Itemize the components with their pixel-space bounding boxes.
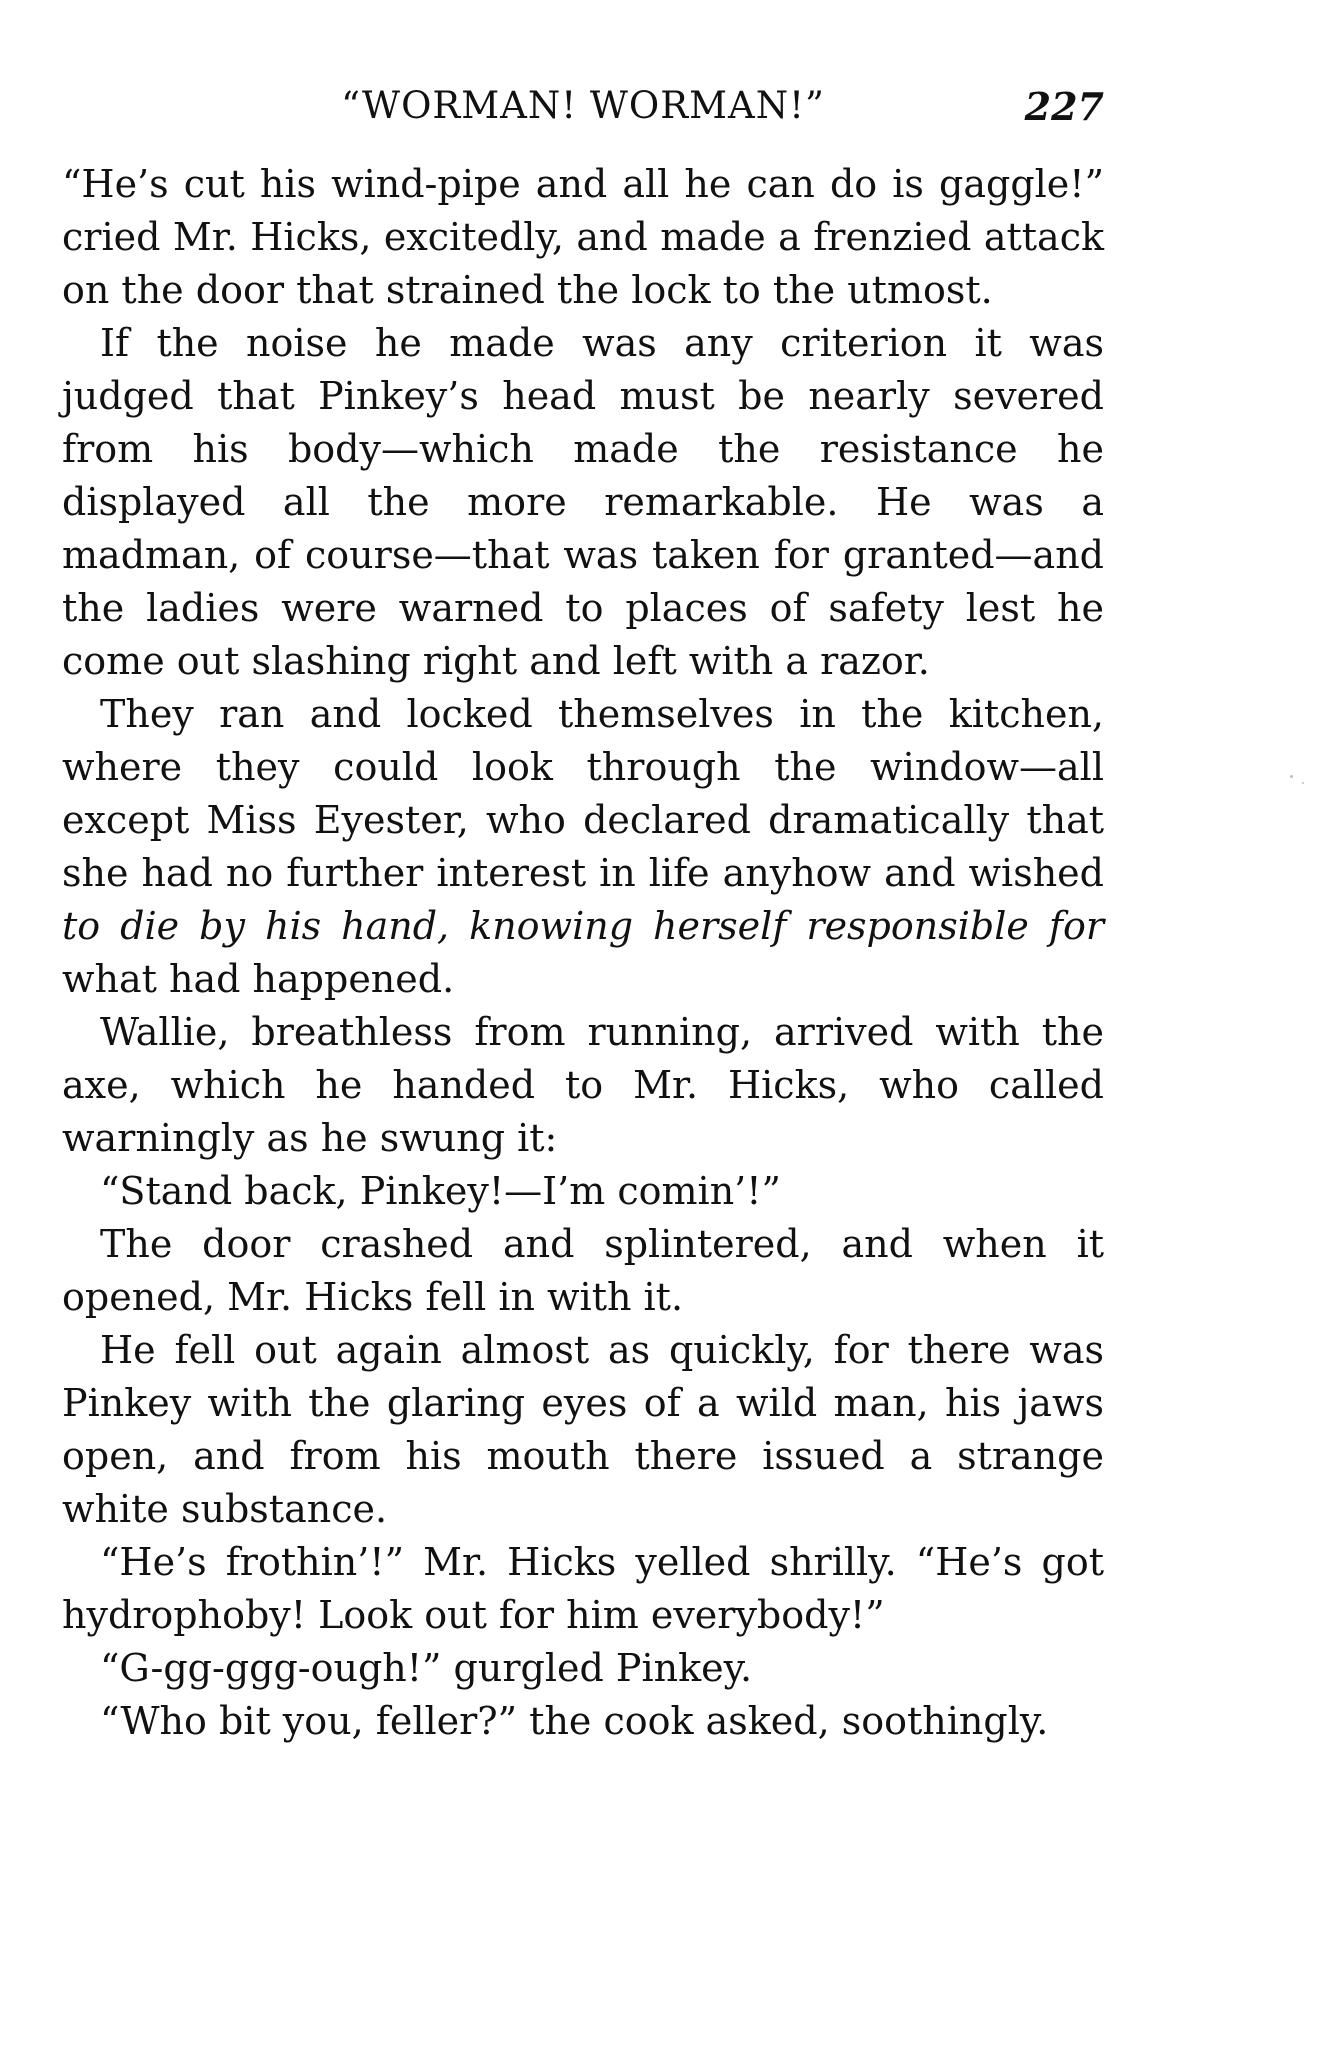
paragraph-3-before: They ran and locked themselves in the kitchen, where they could look through the window—all except Miss Eyester, who declared dramatically that she had no further interest in life anyhow and wished (62, 692, 1104, 895)
paragraph-1: “He’s cut his wind-pipe and all he can do is gaggle!” cried Mr. Hicks, excitedly, and made a frenzied attack on the door that strained the lock to the utmost. (62, 162, 1104, 312)
body-text (62, 158, 1104, 1748)
scan-speck (1302, 782, 1304, 784)
paragraph-10: “Who bit you, feller?” the cook asked, soothingly. (100, 1699, 1049, 1743)
page-number: 227 (1024, 84, 1104, 129)
paragraph-3-italic: to die by his hand, knowing herself responsible for (62, 904, 1104, 948)
scan-speck (1290, 775, 1293, 778)
running-title: “WORMAN! WORMAN!” (341, 84, 825, 127)
running-head (62, 76, 1104, 136)
paragraph-8: “He’s frothin’!” Mr. Hicks yelled shrilly. “He’s got hydrophoby! Look out for him everybody!” (62, 1540, 1104, 1637)
paragraph-3 (62, 688, 1104, 1006)
paragraph-2: If the noise he made was any criterion it was judged that Pinkey’s head must be nearly severed from his body—which made the resistance he displayed all the more remarkable. He was a madman, of course—that was taken for granted—and the ladies were warned to places of safety lest he come out slashing right and left with a razor. (62, 321, 1104, 683)
paragraph-5: “Stand back, Pinkey!—I’m comin’!” (100, 1169, 781, 1213)
paragraph-6: The door crashed and splintered, and when it opened, Mr. Hicks fell in with it. (62, 1222, 1104, 1319)
paragraph-9: “G-gg-ggg-ough!” gurgled Pinkey. (100, 1646, 753, 1690)
paragraph-7: He fell out again almost as quickly, for there was Pinkey with the glaring eyes of a wild man, his jaws open, and from his mouth there issued a strange white substance. (62, 1328, 1104, 1531)
paragraph-4: Wallie, breathless from running, arrived with the axe, which he handed to Mr. Hicks, who called warningly as he swung it: (62, 1010, 1104, 1160)
paragraph-3-after: what had happened. (62, 957, 455, 1001)
